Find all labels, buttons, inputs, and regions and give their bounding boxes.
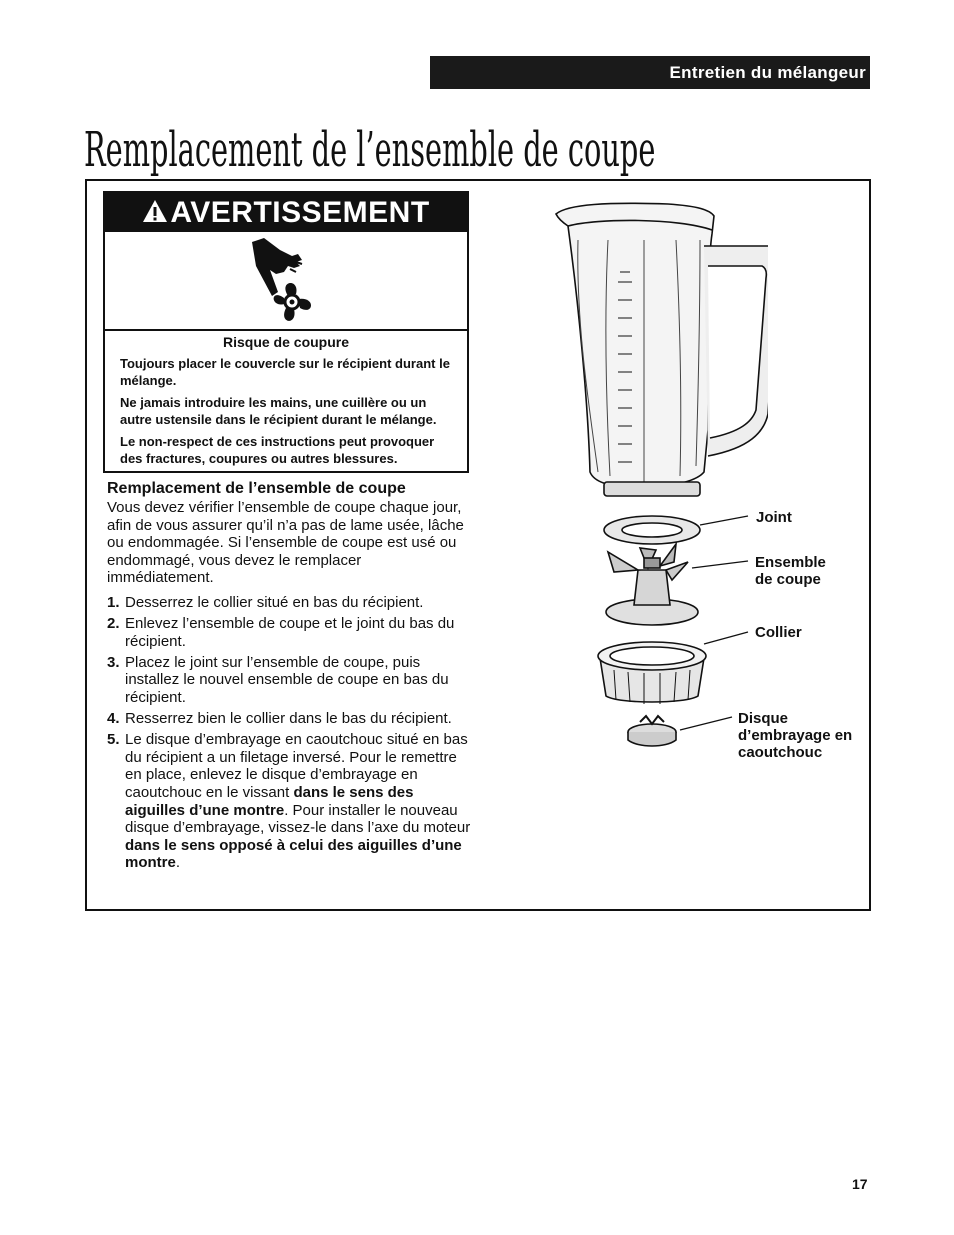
step-text: . Pour installer le nouveau disque d’embrayage, vissez-le dans l’axe du moteur	[125, 801, 471, 837]
list-item	[107, 710, 471, 728]
step-number: 1.	[107, 593, 120, 611]
step-number: 4.	[107, 710, 120, 728]
label-line: caoutchouc	[738, 744, 823, 761]
step-text: Enlevez l’ensemble de coupe et le joint du bas du récipient.	[125, 615, 455, 650]
label-clutch-disk	[738, 710, 852, 761]
warning-paragraph: Ne jamais introduire les mains, une cuillère ou un autre ustensile dans le récipient durant le mélange.	[120, 395, 437, 427]
step-emphasis: dans le sens opposé à celui des aiguilles d’une montre	[125, 836, 462, 872]
label-line: Ensemble	[755, 554, 826, 571]
list-item	[107, 654, 471, 707]
page-number: 17	[852, 1176, 868, 1192]
warning-triangle-icon	[142, 199, 168, 223]
label-joint: Joint	[756, 509, 792, 526]
section-heading: Remplacement de l’ensemble de coupe	[107, 480, 406, 497]
step-number: 3.	[107, 653, 120, 671]
warning-paragraph: Le non-respect de ces instructions peut provoquer des fractures, coupures ou autres blessures.	[120, 434, 435, 466]
hand-blade-hazard-icon	[240, 236, 330, 328]
list-item	[107, 594, 471, 612]
step-emphasis: dans le sens des aiguilles d’une montre	[125, 783, 414, 819]
steps-list	[107, 594, 471, 872]
step-text: Resserrez bien le collier dans le bas du récipient.	[125, 710, 452, 728]
label-line: Disque	[738, 710, 789, 727]
label-blade-assembly	[755, 554, 826, 588]
hazard-icon-area	[105, 232, 467, 331]
blender-exploded-diagram	[548, 200, 768, 760]
instructions-column	[107, 480, 471, 875]
step-text: Desserrez le collier situé en bas du récipient.	[125, 593, 424, 611]
blender-jar-illustration	[556, 203, 768, 746]
step-text: Placez le joint sur l’ensemble de coupe, puis installez le nouvel ensemble de coupe en bas du récipient.	[125, 653, 449, 706]
warning-heading: AVERTISSEMENT	[170, 196, 430, 229]
section-header-bar	[430, 56, 870, 89]
label-line: d’embrayage en	[738, 727, 853, 744]
list-item	[107, 615, 471, 650]
warning-box	[103, 191, 469, 473]
step-text: .	[175, 854, 181, 872]
warning-risk-title: Risque de coupure	[222, 334, 350, 350]
warning-header	[105, 193, 467, 232]
step-text: Le disque d’embrayage en caoutchouc situé en bas du récipient a un filetage inversé. Pour le remettre en place, enlevez le disque d’embrayage en caoutchouc en le vissant	[125, 731, 468, 801]
section-intro: Vous devez vérifier l’ensemble de coupe chaque jour, afin de vous assurer qu’il n’a pas de lame usée, lâche ou endommagée. Si l’ensemble de coupe est usé ou endommagé, vous devez le remplacer immédiatement.	[107, 499, 464, 587]
warning-paragraph: Toujours placer le couvercle sur le récipient durant le mélange.	[120, 356, 450, 388]
step-number: 5.	[107, 731, 120, 749]
list-item	[107, 731, 471, 872]
section-header-title: Entretien du mélangeur	[669, 63, 866, 82]
page-title: Remplacement de l’ensemble de coupe	[84, 122, 656, 178]
step-number: 2.	[107, 615, 120, 633]
label-line: de coupe	[755, 571, 821, 588]
label-collar: Collier	[755, 624, 802, 641]
